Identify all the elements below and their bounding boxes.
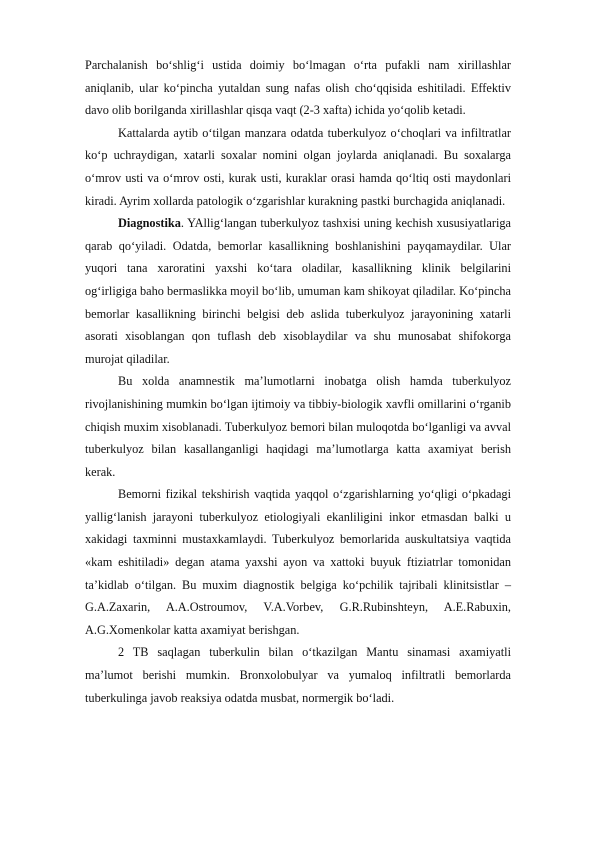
paragraph-text: Parchalanish bo‘shlig‘i ustida doimiy bo‘lmagan o‘rta pufakli nam xirillashlar aniqlanib, ular ko‘pincha yutaldan sung nafas olish cho‘qqisida eshitiladi. Effektiv davo olib borilganda xirillashlar qisqa vaqt (2-3 xafta) ichida yo‘qolib ketadi. [85,58,511,118]
section-lead-term: Diagnostika [118,216,181,231]
paragraph [85,212,511,370]
paragraph [85,483,511,641]
paragraph [85,370,511,483]
paragraph [85,641,511,709]
paragraph-text: Kattalarda aytib o‘tilgan manzara odatda tuberkulyoz o‘choqlari va infiltratlar ko‘p uchraydigan, xatarli soxalar nomini olgan joylarda aniqlanadi. Bu soxalarga o‘mrov usti va o‘mrov osti, kurak usti, kuraklar orasi hamda qo‘ltiq osti maydonlari kiradi. Ayrim xollarda patologik o‘zgarishlar kurakning pastki burchagida aniqlanadi. [85,125,511,208]
paragraph-text: Bu xolda anamnestik ma’lumotlarni inobatga olish hamda tuberkulyoz rivojlanishining mumkin bo‘lgan ijtimoiy va tibbiy-biologik xavfli omillarini o‘rganib chiqish muxim xisoblanadi. Tuberkulyoz bemori bilan muloqotda bo‘lganligi va avval tuberkulyoz bilan kasallanganligi haqidagi ma’lumotlarga katta axamiyat berish kerak. [85,374,511,479]
document-page [85,54,511,709]
paragraph [85,54,511,122]
paragraph-text: 2 TB saqlagan tuberkulin bilan o‘tkazilgan Mantu sinamasi axamiyatli ma’lumot berishi mumkin. Bronxolobulyar va yumaloq infiltratli bemorlarda tuberkulinga javob reaksiya odatda musbat, normergik bo‘ladi. [85,645,511,705]
paragraph [85,122,511,212]
paragraph-text: . YAllig‘langan tuberkulyoz tashxisi uning kechish xususiyatlariga qarab qo‘yiladi. Odatda, bemorlar kasallikning boshlanishini payqamaydilar. Ular yuqori tana xaroratini yaxshi ko‘tara oladilar, kasallikning klinik belgilarini og‘irligiga baho bermaslikka moyil bo‘lib, umuman kam shikoyat qiladilar. Ko‘pincha bemorlar kasallikning birinchi belgisi deb aslida tuberkulyoz jarayonining xatarli asorati xisoblangan qon tuflash deb xisoblaydilar va shu munosabat shifokorga murojat qiladilar. [85,216,511,366]
paragraph-text: Bemorni fizikal tekshirish vaqtida yaqqol o‘zgarishlarning yo‘qligi o‘pkadagi yallig‘lanish jarayoni tuberkulyoz etiologiyali ekanliligini inkor etmasdan balki u xakidagi taxminni mustaxkamlaydi. Tuberkulyoz bemorlarida auskultatsiya vaqtida «kam eshitiladi» degan atama yaxshi ayon va xattoki buyuk ftiziatrlar tomonidan ta’kidlab o‘tilgan. Bu muxim diagnostik belgiga ko‘pchilik tajribali klinitsistlar – G.A.Zaxarin, A.A.Ostroumov, V.A.Vorbev, G.R.Rubinshteyn, A.E.Rabuxin, A.G.Xomenkolar katta axamiyat berishgan. [85,487,511,637]
